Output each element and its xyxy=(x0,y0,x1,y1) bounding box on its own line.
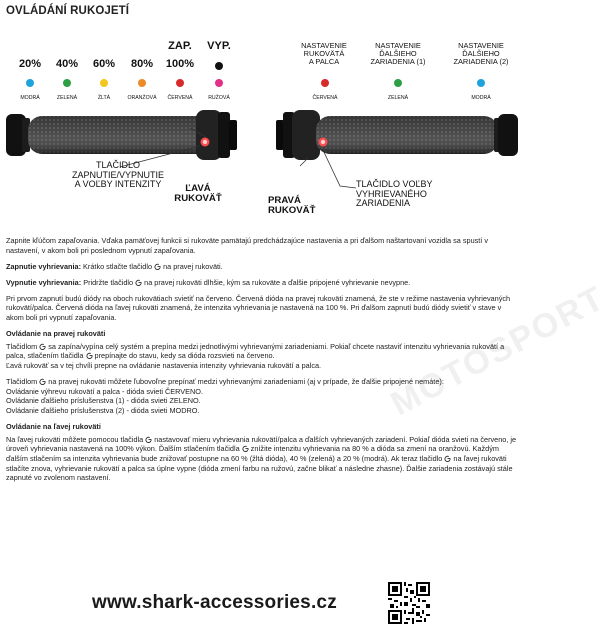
led-blue xyxy=(26,79,34,87)
led-off xyxy=(215,62,223,70)
left-grip-heading: Ovládanie na ľavej rukoväti xyxy=(6,421,101,431)
off-label: VYP. xyxy=(207,40,231,52)
left-grip-paragraph: Na ľavej rukoväti môžete pomocou tlačidla nastavovať mieru vyhrievania rukovätí/palca a ďalších vyhrievaných zariadení. Pokiaľ dióda svieti na červeno, je úroveň vyhrievania nastavená na 100% výkon. Ďalším stlačením tlačidla znížite intenzitu vyhrievania na 80 % a dióda sa zmení na oranžovú. Každým ďalším stlačením sa intenzita vyhrievania bude znižovať postupne na 60 % (žltá dióda), 40 % (zelená) a 20 % (modrá). Ak teraz tlačidlo na ľavej rukoväti stlačíte znova, vyhrievanie rukovätí a palca sa úplne vypne (dióda zmení farbu na ružovú, začne blikať a následne zhasne). Ďalšie zariadenia zostávajú stále zapnuté vo zvolenom nastavení. xyxy=(6,434,517,483)
turn-off-paragraph: Vypnutie vyhrievania: Pridržte tlačidlo na pravej rukoväti dlhšie, kým sa rukoväte a ďalšie pripojené vyhrievanie nevypne. xyxy=(6,277,411,287)
power-button-icon xyxy=(86,352,93,359)
grips-diagram xyxy=(0,38,524,234)
led-red xyxy=(176,79,184,87)
right-grip-label: PRAVÁ RUKOVÄŤ xyxy=(268,195,316,217)
color-label-orange: ORANŽOVÁ xyxy=(127,95,157,101)
right-col-1-title: NASTAVENIE RUKOVÄTÁ A PALCA xyxy=(301,41,347,67)
device-line-blue: Ovládanie ďalšieho príslušenstva (2) - dióda svieti MODRO. xyxy=(6,405,200,415)
website-url[interactable]: www.shark-accessories.cz xyxy=(92,592,337,613)
device-switch-paragraph: Tlačidlom na pravej rukoväti môžete ľubovoľne prepínať medzi vyhrievanými zariadeniami (aj v prípade, že ďalšie pripojené nemáte): xyxy=(6,376,444,386)
power-button-icon xyxy=(242,445,249,452)
right-color-blue: MODRÁ xyxy=(471,95,491,101)
right-color-green: ZELENÁ xyxy=(387,95,409,101)
percent-40: 40% xyxy=(55,58,79,70)
right-led-blue xyxy=(477,79,485,87)
led-orange xyxy=(138,79,146,87)
right-grip xyxy=(276,110,518,160)
color-label-blue: MODRÁ xyxy=(20,95,40,101)
right-col-2-title: NASTAVENIE ĎALŠIEHO ZARIADENIA (1) xyxy=(370,41,426,67)
right-col-3-title: NASTAVENIE ĎALŠIEHO ZARIADENIA (2) xyxy=(453,41,509,67)
led-green xyxy=(63,79,71,87)
right-color-red: ČERVENÁ xyxy=(312,95,338,101)
right-led-green xyxy=(394,79,402,87)
right-grip-heading: Ovládanie na pravej rukoväti xyxy=(6,328,106,338)
color-label-green: ZELENÁ xyxy=(56,95,78,101)
qr-code-icon xyxy=(388,582,430,624)
percent-80: 80% xyxy=(130,58,154,70)
color-label-pink: RUŽOVÁ xyxy=(208,95,230,101)
color-label-yellow: ŽLTÁ xyxy=(97,95,111,101)
watermark: MOTOSPORT xyxy=(384,278,612,424)
percent-100: 100% xyxy=(165,58,195,70)
right-button-label: TLAČIDLO VOĽBY VYHRIEVANÉHO ZARIADENIA xyxy=(356,179,433,209)
led-yellow xyxy=(100,79,108,87)
device-line-red: Ovládanie výhrevu rukovätí a palca - dióda svieti ČERVENO. xyxy=(6,386,203,396)
power-button-icon xyxy=(154,263,161,270)
left-grip-label: ĽAVÁ RUKOVÄŤ xyxy=(174,183,222,205)
device-line-green: Ovládanie ďalšieho príslušenstva (1) - dióda svieti ZELENO. xyxy=(6,396,201,406)
intro-paragraph: Zapnite kľúčom zapaľovania. Vďaka pamäťovej funkcii si rukoväte pamätajú predchádzajúce nastavenia a pri ďalšom naštartovaní vozidla sa spustí v nastavení, v akom boli pri poslednom vypnutí zapaľovania. xyxy=(6,236,489,255)
page-title: OVLÁDÁNÍ RUKOJETÍ xyxy=(6,5,130,17)
device-switch-block xyxy=(6,377,518,415)
percent-60: 60% xyxy=(92,58,116,70)
led-pink xyxy=(215,79,223,87)
color-label-red: ČERVENÁ xyxy=(167,95,193,101)
percent-20: 20% xyxy=(18,58,42,70)
first-start-paragraph: Pri prvom zapnutí budú diódy na oboch rukovätiach svietiť na červeno. Červená dióda na pravej rukoväti znamená, že ste v režime nastavenia vyhrievaných rukovätí/palca. Červená dióda na ľavej rukoväti znamená, že intenzita vyhrievania je nastavená na 100 %. Pri ďalšom zapnutí budú diódy svietiť v stave v akom boli pri vypnutí zapaľovania. xyxy=(6,293,511,322)
right-grip-paragraph: Tlačidlom sa zapína/vypína celý systém a prepína medzi jednotlivými vyhrievanými zariadeniami. Pokiaľ chcete nastaviť intenzitu vyhrievania rukovätí a palca, stlačením tlačidla prepínajte do stavu, kedy sa dióda rozsvieti na červeno. Ľavá rukoväť sa v tej chvíli prepne na ovládanie nastavenia intenzity vyhrievania rukovätí a palca. xyxy=(6,341,505,370)
left-button-label: TLAČIDLO ZAPNUTIE/VYPNUTIE A VOĽBY INTENZITY xyxy=(71,160,164,190)
instructions-text xyxy=(6,236,518,489)
on-label: ZAP. xyxy=(168,40,192,52)
right-led-red xyxy=(321,79,329,87)
turn-on-paragraph: Zapnutie vyhrievania: Krátko stlačte tlačidlo na pravej rukoväti. xyxy=(6,261,223,271)
